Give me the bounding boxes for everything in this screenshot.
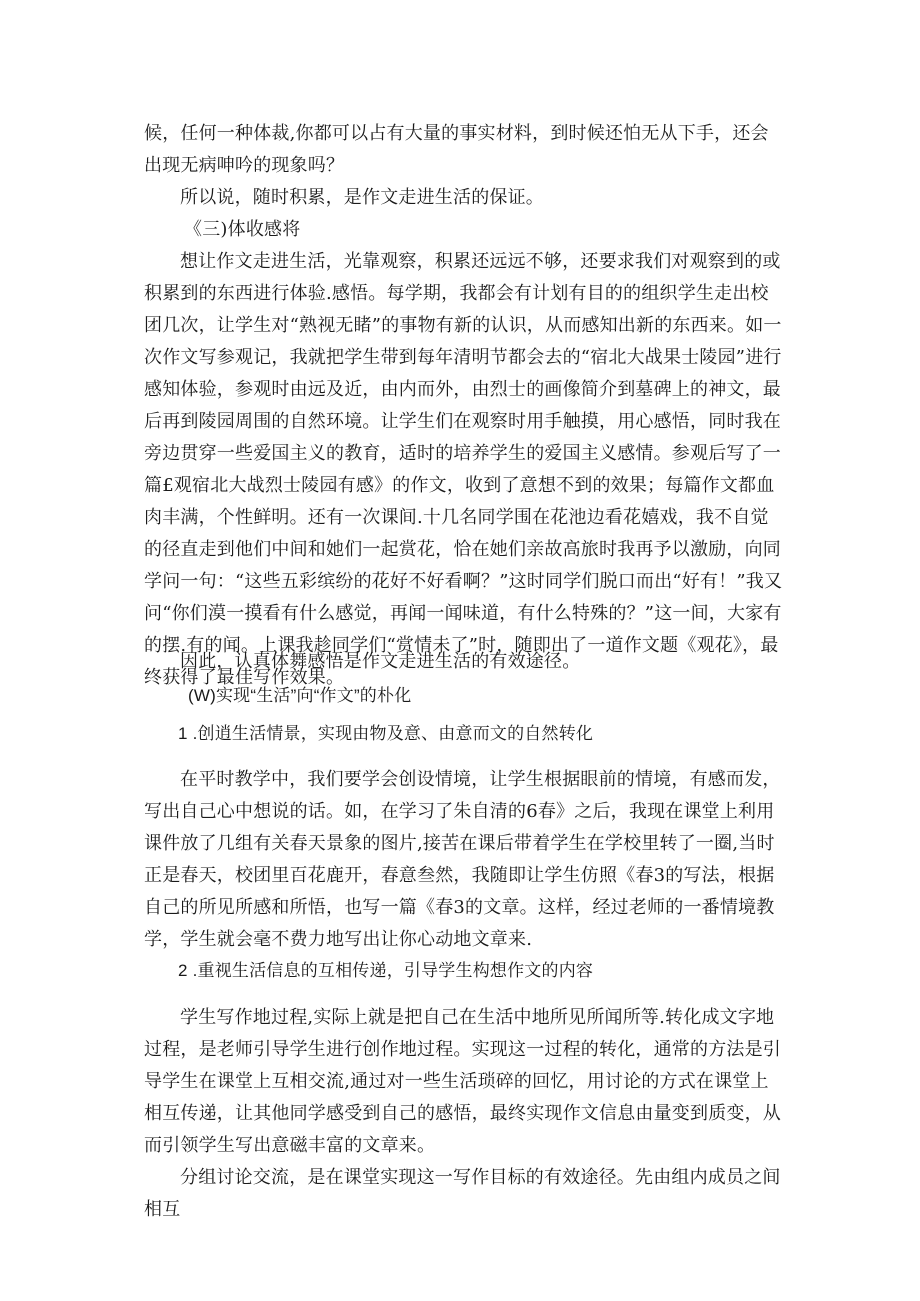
paragraph-continuation: 候，任何一种体裁,你都可以占有大量的事实材料，到时候还怕无从下手，还会出现无病呻吟的现象吗？ xyxy=(144,123,769,176)
subheading-1: 1 .创逍生活情景，实现由物及意、由意而文的自然转化 xyxy=(178,724,594,743)
paragraph-situation: 在平时教学中，我们要学会创设情境，让学生根据眼前的情境，有感而发，写出自己心中想说的话。如，在学习了朱自清的6春》之后，我现在课堂上利用课件放了几组有关春天景象的图片,接苦在课后带着学生在学校里转了一圈,当时正是春天，校团里百花鹿开，春意叁然，我随即让学生仿照《春3的写法，根据自己的所见所感和所悟，也写一篇《春3的文章。这样，经过老师的一番情境教学，学生就会毫不费力地写出让你心动地文章来. xyxy=(144,769,781,950)
paragraph-conclusion-experience: 因此，认真体舞感悟是作文走进生活的有效途径。 xyxy=(180,651,581,672)
paragraph-experience: 想让作文走进生活，光靠观察，积累还远远不够，还要求我们对观察到的或积累到的东西进行体验.感悟。每学期，我都会有计划有目的的组织学生走出校团几次，让学生对“熟视无睹”的事物有新的认识，从而感知出新的东西来。如一次作文写参观记，我就把学生带到每年清明节都会去的“宿北大战果士陵园”进行感知体验，参观时由远及近，由内而外，由烈士的画像简介到墓碑上的神文，最后再到陵园周围的自然环境。让学生们在观察时用手触摸，用心感悟，同时我在旁边贯穿一些爱国主义的教育，适时的培养学生的爱国主义感情。参观后写了一篇£观宿北大战烈士陵园有感》的作文，收到了意想不到的效果；每篇作文都血肉丰满，个性鲜明。还有一次课间.十几名同学围在花池边看花嬉戏，我不自觉的径直走到他们中间和她们一起赏花，恰在她们亲故高旅时我再予以激励，向同学问一句：“这些五彩缤纷的花好不好看啊？”这时同学们脱口而出“好有！”我又问“你们漠一摸看有什么感觉，再闻一闻味道，有什么特殊的？”这一间，大家有的摆.有的闻。上课我趁同学们“赏情未了”时，随即出了一道作文题《观花》，最终获得了最佳写作效果。 xyxy=(144,251,783,688)
paragraph-group-discussion: 分组讨论交流，是在课堂实现这一写作目标的有效途径。先由组内成员之间相互 xyxy=(144,1167,781,1220)
section-heading-4: (W)实现“生活”向“作文”的朴化 xyxy=(188,686,412,705)
paragraph-summary-accumulation: 所以说，随时积累，是作文走进生活的保证。 xyxy=(180,187,544,208)
section-heading-3: 《三)体收感将 xyxy=(184,219,301,240)
subheading-2: 2 .重视生活信息的互相传递，引导学生构想作文的内容 xyxy=(178,961,594,980)
paragraph-information-transfer: 学生写作地过程,实际上就是把自己在生活中地所见所闻所等.转化成文字地过程，是老师引导学生进行创作地过程。实现这一过程的转化，通常的方法是引导学生在课堂上互相交流,通过对一些生活琐碎的回忆，用讨论的方式在课堂上相互传递，让其他同学感受到自己的感悟，最终实现作文信息由量变到质变，从而引领学生写出意磁丰富的文章来。 xyxy=(144,1007,781,1156)
